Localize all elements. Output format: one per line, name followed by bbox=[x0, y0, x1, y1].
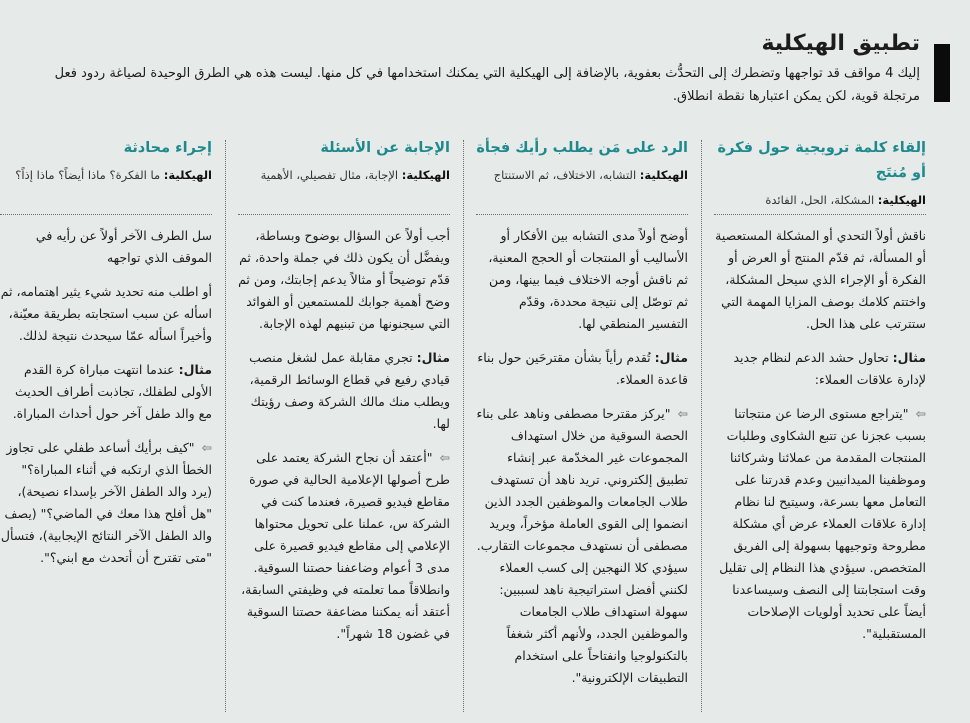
column-body-continued: أو اطلب منه تحديد شيء يثير اهتمامه، ثم اسأله عن سبب استجابته بطريقة معيّنة، وأخيراً اسأله عمّا سيحدث نتيجة لذلك. bbox=[0, 284, 212, 343]
example-text: تُقدم رأياً بشأن مقترحَين حول بناء قاعدة العملاء. bbox=[477, 350, 688, 387]
column-header bbox=[0, 136, 212, 214]
column-body: أوضح أولاً مدى التشابه بين الأفكار أو الأساليب أو المنتجات أو الحجج المعنية، ثم ناقش أوجه الاختلاف فيما بينها، ومن ثم توصّل إلى نتيجة محددة، وقدّم التفسير المنطقي لها. bbox=[488, 228, 688, 331]
structure-value: المشكلة، الحل، الفائدة bbox=[765, 193, 875, 207]
arrow-icon: ⇦ bbox=[677, 406, 688, 421]
column-body: أجب أولاً عن السؤال بوضوح وبساطة، ويفضَّل أن يكون ذلك في جملة واحدة، ثم قدّم توضيحاً أو مثالاً يدعم إجابتك، ومن ثم وضح أهمية جوابك للمستمعين أو الفوائد التي سيجنونها من تبنيهم لهذه الإجابة. bbox=[238, 228, 450, 331]
column-answering bbox=[238, 132, 450, 712]
header-divider bbox=[476, 214, 688, 215]
structure-line bbox=[238, 167, 450, 184]
column-header bbox=[238, 136, 450, 214]
quote-text: "كيف برأيك أساعد طفلي على تجاوز الخطأ الذي ارتكبه في أثناء المباراة؟" (يرد والد الطفل الآخر بإسداء نصيحة)، "هل أفلح هذا معك في الماضي؟" (يصف والد الطفل الآخر النتائج الإيجابية)، فتسأل "متى تقترح أن أتحدث مع ابني؟". bbox=[0, 440, 212, 565]
quote-text: "يتراجع مستوى الرضا عن منتجاتنا بسبب عجزنا عن تتبع الشكاوى وطلبات المنتجات المقدمة من عملائنا وشركائنا وموظفينا الميدانيين وعدم قدرتنا على التعامل معها بسرعة، وسيتيح لنا نظام إدارة علاقات العملاء عرض أي مشكلة مطروحة وتوجيهها بسهولة إلى الفريق المتخصص. سيؤدي هذا النظام إلى تقليل وقت استجابتنا إلى النصف وسيساعدنا أيضاً على تحديد أولويات الإصلاحات المستقبلية". bbox=[719, 406, 926, 641]
example-text: تجري مقابلة عمل لشغل منصب قيادي رفيع في قطاع الوسائط الرقمية، ويطلب منك مالك الشركة وصف رؤيتك لها. bbox=[249, 350, 450, 431]
column-opinion bbox=[476, 132, 688, 712]
column-title: إجراء محادثة bbox=[123, 140, 212, 156]
header-divider bbox=[0, 214, 212, 215]
example-text: عندما انتهت مباراة كرة القدم الأولى لطفلك، تجاذبت أطراف الحديث مع والد طفل آخر حول أحداث المباراة. bbox=[12, 362, 212, 421]
structure-value: التشابه، الاختلاف، ثم الاستنتاج bbox=[493, 168, 637, 182]
quote-text: "يركز مقترحا مصطفى وناهد على بناء الحصة السوقية من خلال استهداف المجموعات غير المخدّمة عبر إنشاء تطبيق إلكتروني. تريد ناهد أن تستهدف طلاب الجامعات والموظفين الجدد الذين انضموا إلى القوى العاملة مؤخراً، ويريد مصطفى أن نستهدف مجموعات التقارب. سيؤدي كلا النهجين إلى كسب العملاء لكنني أفضل استراتيجية ناهد لسببين: سهولة استهداف طلاب الجامعات والموظفين الجدد، ولأنهم أكثر شغفاً بالتكنولوجيا وانفتاحاً على استخدام التطبيقات الإلكترونية". bbox=[476, 406, 688, 685]
column-header bbox=[476, 136, 688, 214]
column-title: إلقاء كلمة ترويجية حول فكرة أو مُنتَج bbox=[717, 140, 926, 181]
quote-paragraph bbox=[238, 447, 450, 645]
column-pitch bbox=[714, 132, 926, 712]
arrow-icon: ⇦ bbox=[915, 406, 926, 421]
structure-label: الهيكلية: bbox=[639, 168, 688, 182]
column-conversation bbox=[0, 132, 212, 712]
arrow-icon: ⇦ bbox=[439, 450, 450, 465]
structure-value: الإجابة، مثال تفصيلي، الأهمية bbox=[260, 168, 399, 182]
column-header bbox=[714, 136, 926, 214]
structure-label: الهيكلية: bbox=[163, 168, 212, 182]
structure-value: ما الفكرة؟ ماذا أيضاً؟ ماذا إذاً؟ bbox=[15, 168, 161, 182]
example-label: مثال: bbox=[178, 362, 212, 377]
structure-label: الهيكلية: bbox=[401, 168, 450, 182]
article-header bbox=[24, 30, 920, 108]
arrow-icon: ⇦ bbox=[201, 440, 212, 455]
quote-paragraph bbox=[476, 403, 688, 689]
structure-line bbox=[0, 167, 212, 184]
header-divider bbox=[714, 214, 926, 215]
structure-line bbox=[714, 192, 926, 209]
example-paragraph bbox=[714, 347, 926, 391]
quote-paragraph bbox=[0, 437, 212, 569]
example-label: مثال: bbox=[892, 350, 926, 365]
example-paragraph bbox=[238, 347, 450, 435]
intro-paragraph: إليك 4 مواقف قد تواجهها وتضطرك إلى التحدُّث بعفوية، بالإضافة إلى الهيكلية التي يمكنك استخدامها في كل منها. ليست هذه هي الطرق الوحيدة لصياغة ردود فعل مرتجلة قوية، لكن يمكن اعتبارها نقطة انطلاق. bbox=[54, 66, 920, 104]
column-title: الإجابة عن الأسئلة bbox=[320, 140, 450, 156]
quote-text: "أعتقد أن نجاح الشركة يعتمد على طرح أصولها الإعلامية الحالية في صورة مقاطع فيديو قصيرة، فعندما كنت في الشركة س، عملنا على تحويل محتواها الإعلامي إلى مقاطع فيديو قصيرة على مدى 3 أعوام وضاعفنا حصتنا السوقية. وانطلاقاً مما تعلمته في وظيفتي السابقة، أعتقد أنه يمكننا مضاعفة حصتنا السوقية في غضون 18 شهراً". bbox=[241, 450, 450, 641]
example-text: تحاول حشد الدعم لنظام جديد لإدارة علاقات العملاء: bbox=[733, 350, 926, 387]
page-title: تطبيق الهيكلية bbox=[761, 31, 920, 56]
example-paragraph bbox=[0, 359, 212, 425]
column-body: ناقش أولاً التحدي أو المشكلة المستعصية أو المسألة، ثم قدّم المنتج أو العرض أو الفكرة أو الإجراء الذي سيحل المشكلة، واختتم كلامك بوصف المزايا المهمة التي ستترتب على هذا الحل. bbox=[715, 228, 926, 331]
structure-label: الهيكلية: bbox=[877, 193, 926, 207]
example-paragraph bbox=[476, 347, 688, 391]
example-label: مثال: bbox=[416, 350, 450, 365]
column-body: سل الطرف الآخر أولاً عن رأيه في الموقف الذي تواجهه bbox=[35, 228, 212, 265]
column-title: الرد على مَن يطلب رأيك فجأة bbox=[476, 140, 688, 156]
situations-columns bbox=[2, 132, 926, 712]
quote-paragraph bbox=[714, 403, 926, 645]
section-marker-bar bbox=[934, 44, 950, 102]
structure-line bbox=[476, 167, 688, 184]
header-divider bbox=[238, 214, 450, 215]
example-label: مثال: bbox=[654, 350, 688, 365]
